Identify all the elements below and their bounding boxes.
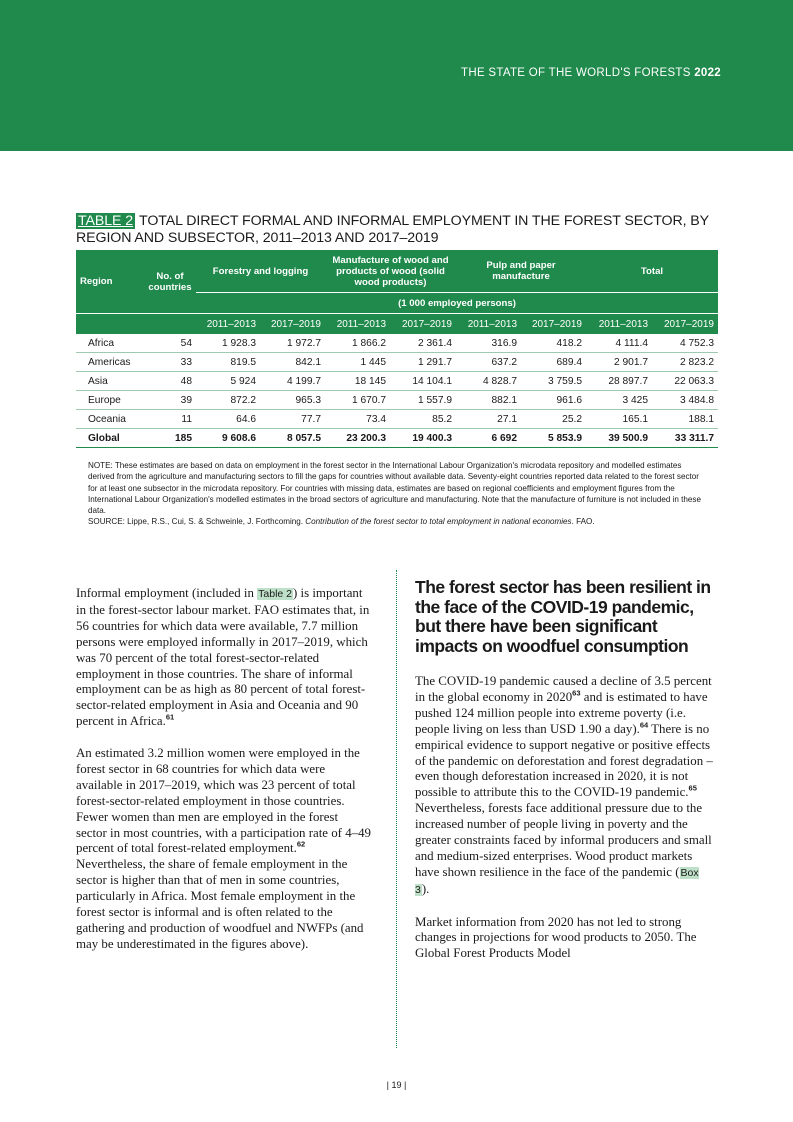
group-pulp-paper: Pulp and paper manufacture <box>456 250 586 293</box>
column-divider <box>396 570 397 1048</box>
table-body <box>76 334 718 448</box>
footnote-ref: 63 <box>572 688 581 698</box>
table-title: TOTAL DIRECT FORMAL AND INFORMAL EMPLOYMENT IN THE FOREST SECTOR, BY REGION AND SUBSECTOR, 2011–2013 AND 2017–2019 <box>76 213 709 246</box>
unit-row: (1 000 employed persons) <box>196 293 718 314</box>
period-header: 2011–2013 <box>586 314 652 335</box>
left-column <box>76 586 371 969</box>
footnote-ref: 64 <box>639 720 649 730</box>
footnote-ref: 61 <box>165 712 175 722</box>
table-row: Europe 39 872.2 965.3 1 670.7 1 557.9 882.1 961.6 3 425 3 484.8 <box>76 391 718 410</box>
footnote-ref: 65 <box>688 784 697 794</box>
period-header: 2011–2013 <box>196 314 260 335</box>
period-header: 2017–2019 <box>390 314 456 335</box>
paragraph: Market information from 2020 has not led to strong changes in projections for wood products to 2050. The Global Forest Products Model <box>415 914 697 961</box>
period-header: 2011–2013 <box>456 314 521 335</box>
col-region: Region <box>76 250 144 314</box>
employment-table <box>76 250 718 448</box>
page-number: | 19 | <box>386 1080 407 1090</box>
table-note <box>88 460 708 528</box>
col-countries: No. of countries <box>144 250 196 314</box>
period-header: 2017–2019 <box>652 314 718 335</box>
group-forestry: Forestry and logging <box>196 250 325 293</box>
period-header: 2017–2019 <box>521 314 586 335</box>
section-heading: The forest sector has been resilient in the face of the COVID-19 pandemic, but there have been significant impacts on woodfuel consumption <box>415 577 711 656</box>
table-row: Africa 54 1 928.3 1 972.7 1 866.2 2 361.4 316.9 418.2 4 111.4 4 752.3 <box>76 334 718 353</box>
paragraph: An estimated 3.2 million women were employed in the forest sector in 68 countries for which data were available in 2017–2019, which was 23 percent of total forest-sector-related employment in those countries. Fewer women than men are employed in the forest sector in most countries, with a participation rate of 4–49 percent of total forest-related employment.$^{62}$ Nevertheless, the share of female employment in the sector is higher than that of men in some countries, particularly in Africa. Most female employment in the forest sector is informal and is often related to the gathering and production of woodfuel and NWFPs (and may be underestimated in the figures above). <box>76 746 371 951</box>
paragraph: The COVID-19 pandemic caused a decline of 3.5 percent in the global economy in 2020$^{63}$ and is estimated to have pushed 124 million people into extreme poverty (i.e. people living on less than USD 1.90 a day).$^{64}$ There is no empirical evidence to support negative or positive effects of the pandemic on deforestation and forest degradation – even though deforestation increased in 2020, it is not possible to attribute this to the COVID-19 pandemic.$^{65}$ Nevertheless, forests face additional pressure due to the increased number of people living in poverty and the greater constraints faced by informal producers and small and medium-sized enterprises. Wood product markets have shown resilience in the face of the pandemic (Box 3). <box>415 674 713 896</box>
table-row: Americas 33 819.5 842.1 1 445 1 291.7 637.2 689.4 2 901.7 2 823.2 <box>76 353 718 372</box>
period-header: 2011–2013 <box>325 314 390 335</box>
paragraph: Informal employment (included in Table 2) is important in the forest-sector labour market. FAO estimates that, in 56 countries for which data were available, 7.7 million persons were employed informally in 2017–2019, which was 70 percent of the total forest-sector-related employment in those countries. The share of informal employment can be as high as 80 percent of total forest-sector-related employment in Asia and Oceania and 90 percent in Africa.$^{61}$ <box>76 586 370 729</box>
right-column <box>415 578 715 978</box>
group-wood-manufacture: Manufacture of wood and products of wood (solid wood products) <box>325 250 456 293</box>
table-row: Oceania 11 64.6 77.7 73.4 85.2 27.1 25.2 165.1 188.1 <box>76 410 718 429</box>
note-text: NOTE: These estimates are based on data on employment in the forest sector in the International Labour Organization's microdata repository and modelled estimates derived from the agriculture and manufacturing sectors to fill the gaps for countries without available data. Seventy-eight countries reported data related to the forest sector for at least one subsector in the microdata repository. For countries with missing data, estimates are based on regional coefficients and employment figures from the International Labour Organization's modelled estimates in the broad sectors of agriculture and manufacturing. Note that the manufacture of furniture is not included in these data. <box>88 461 701 516</box>
group-total: Total <box>586 250 718 293</box>
period-header: 2017–2019 <box>260 314 325 335</box>
source-text: SOURCE: Lippe, R.S., Cui, S. & Schweinle, J. Forthcoming. Contribution of the forest sector to total employment in national economies. FAO. <box>88 517 595 527</box>
footnote-ref: 62 <box>296 840 306 850</box>
table-row-global: Global 185 9 608.6 8 057.5 23 200.3 19 400.3 6 692 5 853.9 39 500.9 33 311.7 <box>76 429 718 448</box>
table-tag: TABLE 2 <box>78 213 134 229</box>
table-row: Asia 48 5 924 4 199.7 18 145 14 104.1 4 828.7 3 759.5 28 897.7 22 063.3 <box>76 372 718 391</box>
publication-title: THE STATE OF THE WORLD'S FORESTS 2022 <box>461 67 721 79</box>
box-3-link[interactable]: Box 3 <box>415 866 699 896</box>
table-2-link[interactable]: Table 2 <box>258 588 292 600</box>
table-caption <box>76 213 726 247</box>
header-banner <box>0 0 793 151</box>
